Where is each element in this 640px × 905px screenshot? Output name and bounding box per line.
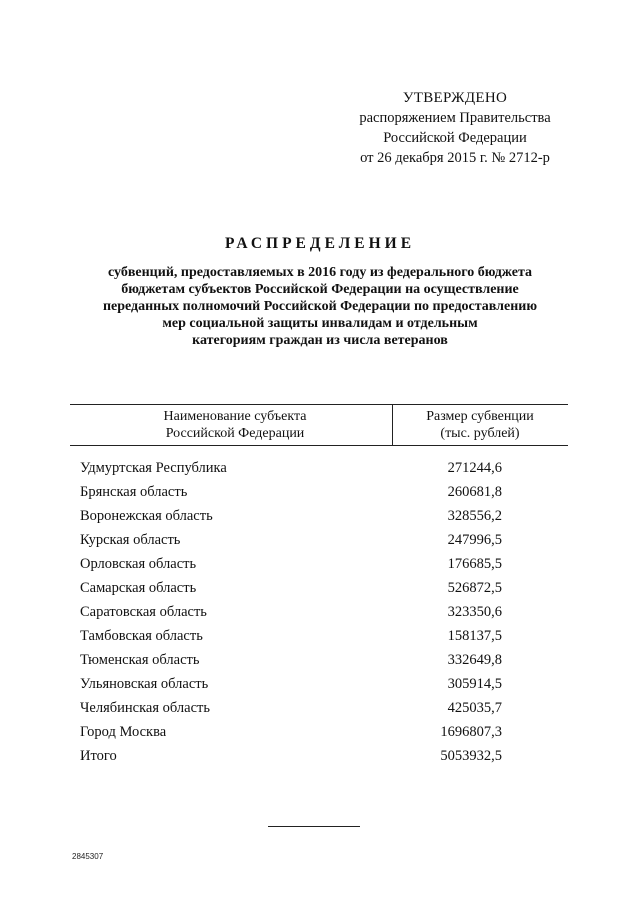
table-body xyxy=(0,458,640,770)
row-amount: 323350,6 xyxy=(447,604,502,620)
subtitle-line-4: мер социальной защиты инвалидам и отдельным xyxy=(162,316,478,331)
row-amount: 271244,6 xyxy=(447,460,502,476)
row-amount: 176685,5 xyxy=(447,556,502,572)
column-header-name xyxy=(120,408,350,442)
row-region-name: Удмуртская Республика xyxy=(80,460,227,476)
row-region-name: Тюменская область xyxy=(80,652,200,668)
table-row xyxy=(0,530,640,554)
table-row xyxy=(0,674,640,698)
row-region-name: Курская область xyxy=(80,532,181,548)
approval-block xyxy=(330,88,580,168)
table-row-total xyxy=(0,746,640,770)
subtitle-line-5: категориям граждан из числа ветеранов xyxy=(192,333,448,348)
row-amount: 247996,5 xyxy=(447,532,502,548)
table-row xyxy=(0,602,640,626)
table-row xyxy=(0,650,640,674)
approval-heading: УТВЕРЖДЕНО xyxy=(402,90,508,106)
row-amount: 328556,2 xyxy=(447,508,502,524)
row-region-name: Ульяновская область xyxy=(80,676,209,692)
column-header-name-line-2: Российской Федерации xyxy=(165,426,305,441)
subtitle-line-1: субвенций, предоставляемых в 2016 году из федерального бюджета xyxy=(108,265,532,280)
table-row xyxy=(0,698,640,722)
document-title: РАСПРЕДЕЛЕНИЕ xyxy=(224,235,416,252)
total-amount: 5053932,5 xyxy=(440,748,502,764)
row-amount: 332649,8 xyxy=(447,652,502,668)
table-row xyxy=(0,626,640,650)
closing-rule xyxy=(268,826,360,827)
table-row xyxy=(0,482,640,506)
total-label: Итого xyxy=(80,748,117,764)
table-row xyxy=(0,722,640,746)
column-header-amount-line-2: (тыс. рублей) xyxy=(440,426,520,441)
table-header-rule xyxy=(70,445,568,446)
row-region-name: Саратовская область xyxy=(80,604,207,620)
row-region-name: Орловская область xyxy=(80,556,197,572)
row-region-name: Челябинская область xyxy=(80,700,210,716)
table-row xyxy=(0,554,640,578)
table-row xyxy=(0,578,640,602)
row-amount: 305914,5 xyxy=(447,676,502,692)
subtitle-line-3: переданных полномочий Российской Федерации по предоставлению xyxy=(102,299,538,314)
table-row xyxy=(0,506,640,530)
approval-line-2: Российской Федерации xyxy=(383,130,527,146)
row-amount: 526872,5 xyxy=(447,580,502,596)
table-top-rule xyxy=(70,404,568,405)
row-amount: 158137,5 xyxy=(447,628,502,644)
row-region-name: Самарская область xyxy=(80,580,197,596)
column-header-amount-line-1: Размер субвенции xyxy=(426,409,534,424)
row-region-name: Город Москва xyxy=(80,724,167,740)
table-column-divider xyxy=(392,404,393,445)
approval-line-3: от 26 декабря 2015 г. № 2712-р xyxy=(360,150,550,166)
column-header-amount xyxy=(395,408,565,442)
row-region-name: Тамбовская область xyxy=(80,628,203,644)
table-row xyxy=(0,458,640,482)
approval-line-1: распоряжением Правительства xyxy=(359,110,551,126)
row-region-name: Брянская область xyxy=(80,484,188,500)
row-amount: 1696807,3 xyxy=(440,724,502,740)
subtitle-line-2: бюджетам субъектов Российской Федерации на осуществление xyxy=(121,282,519,297)
row-amount: 260681,8 xyxy=(447,484,502,500)
row-region-name: Воронежская область xyxy=(80,508,213,524)
document-subtitle xyxy=(60,264,580,349)
column-header-name-line-1: Наименование субъекта xyxy=(163,409,307,424)
document-number: 2845307 xyxy=(72,852,104,861)
row-amount: 425035,7 xyxy=(447,700,502,716)
